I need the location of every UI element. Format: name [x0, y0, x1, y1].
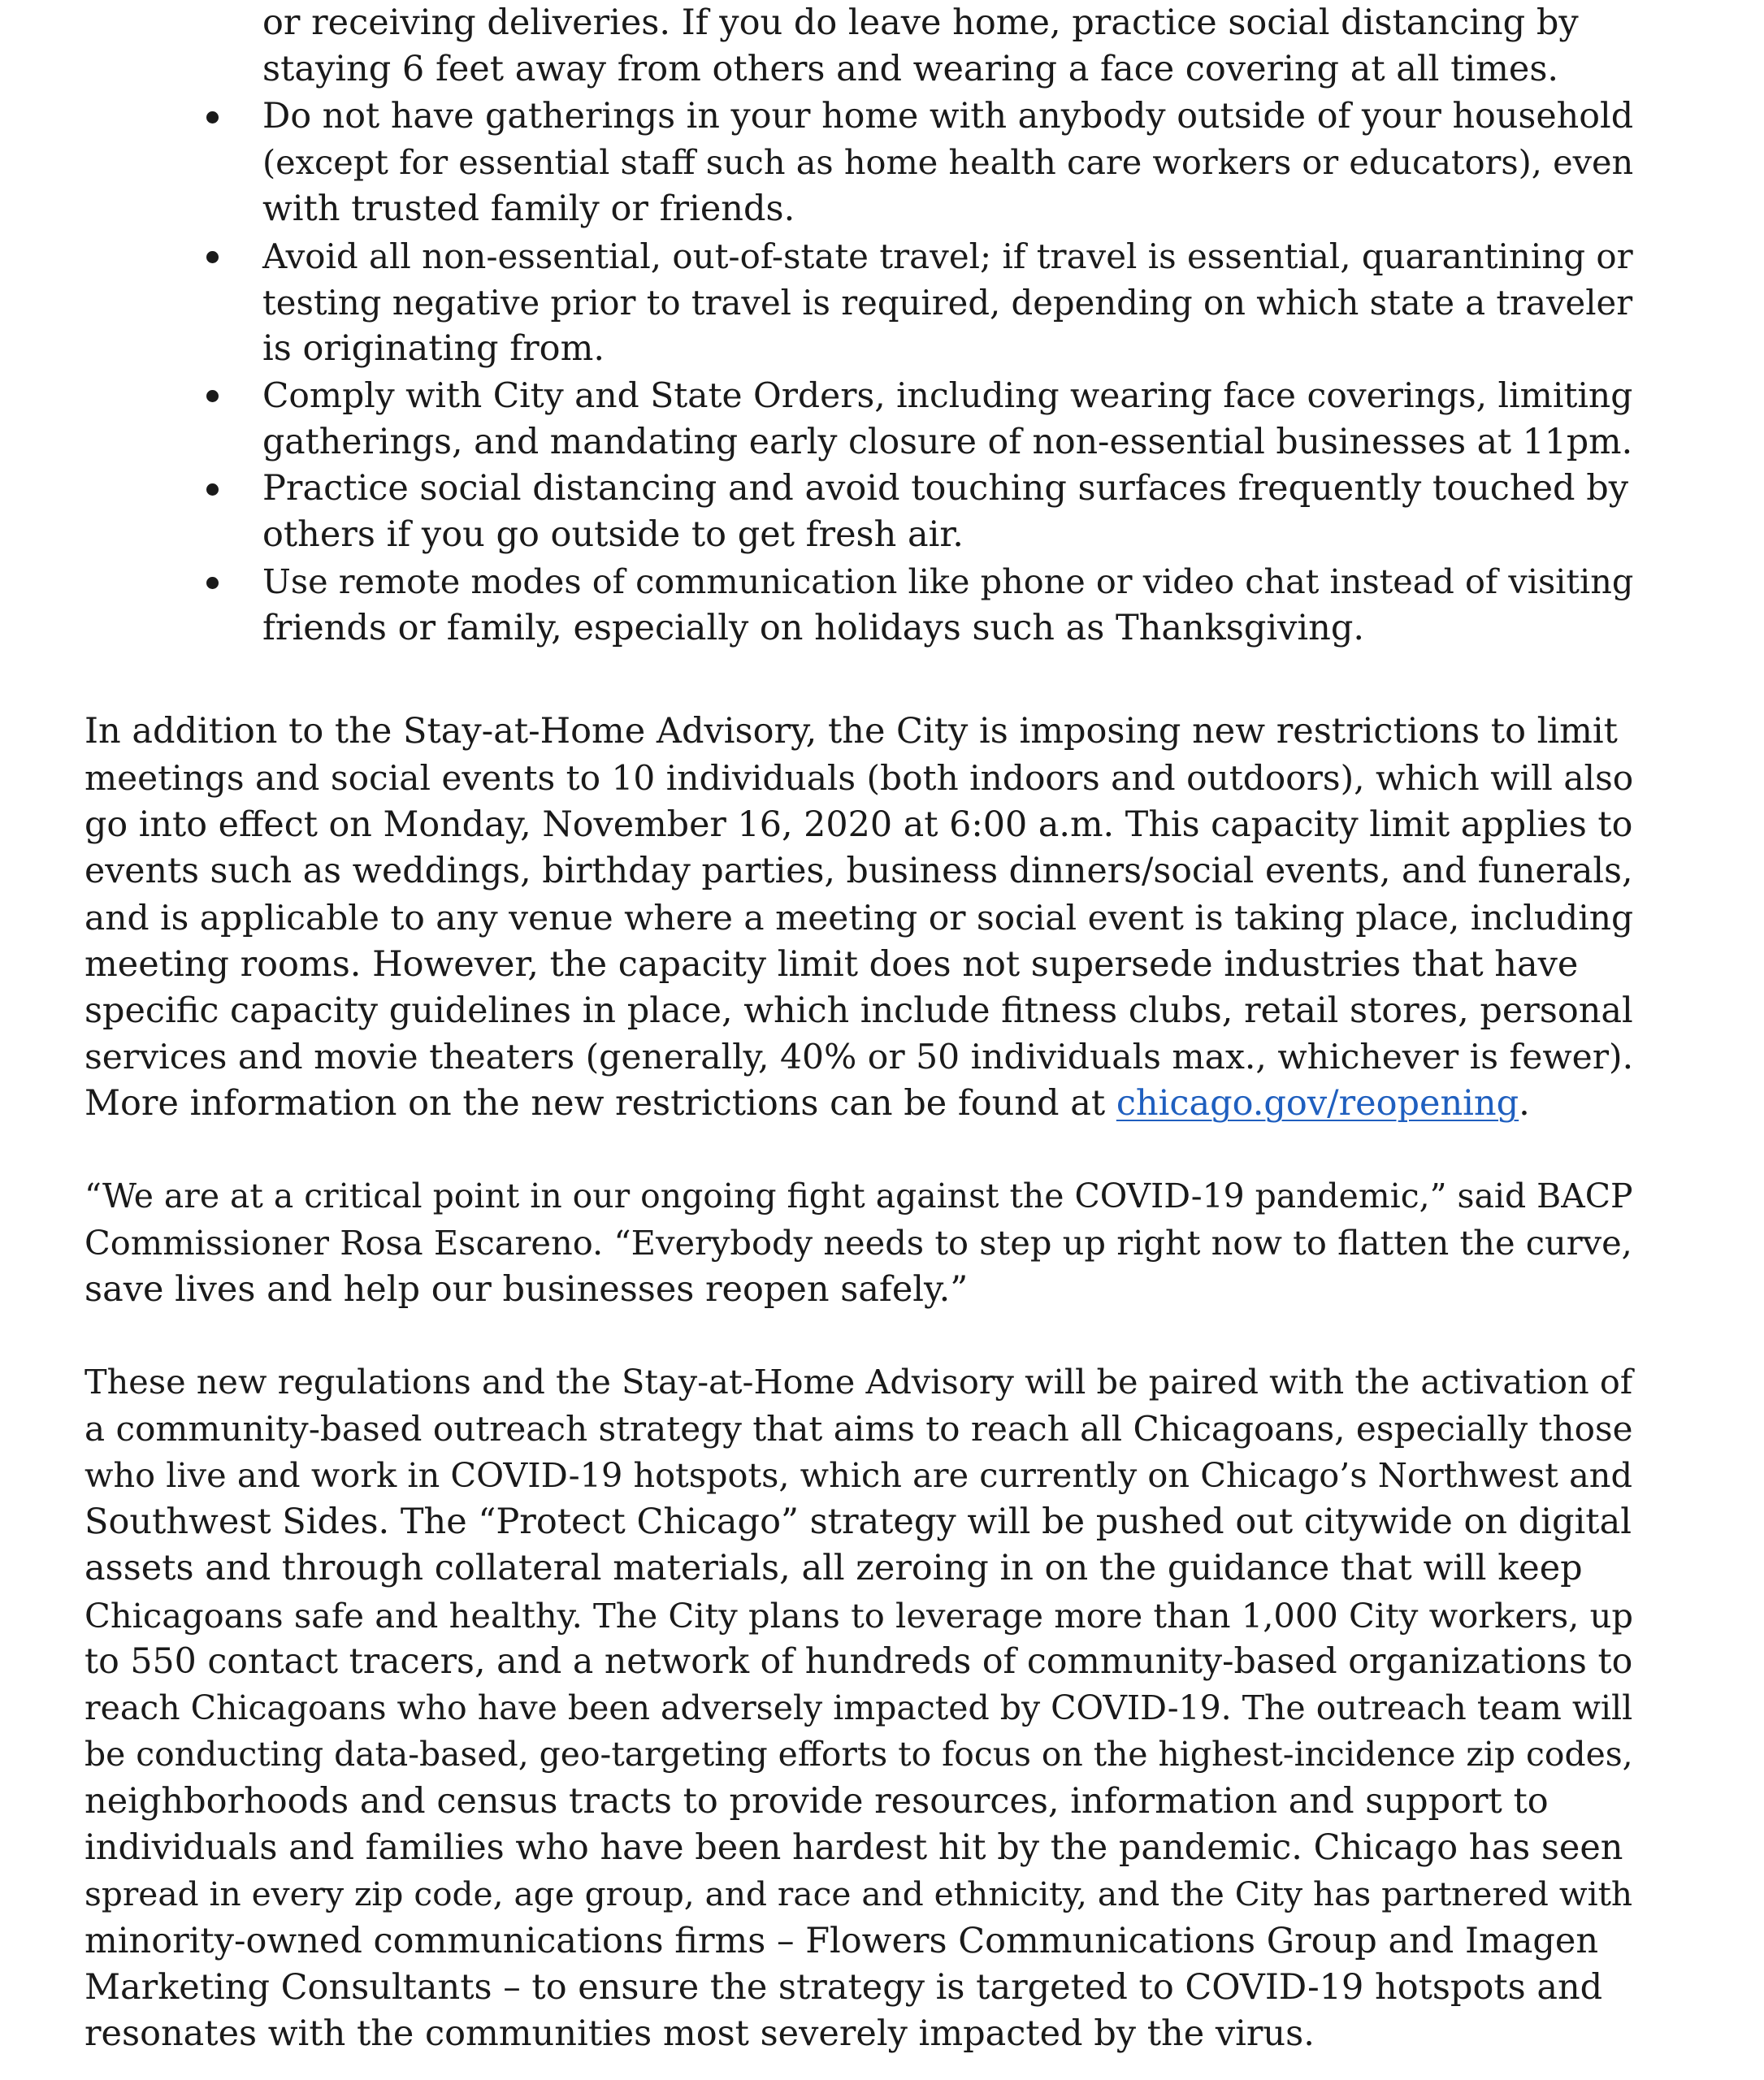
list-item-line: others if you go outside to get fresh air. — [262, 514, 964, 556]
list-item-line: with trusted family or friends. — [262, 188, 795, 230]
paragraph-line: services and movie theaters (generally, 40% or 50 individuals max., whichever is fewer). — [85, 1038, 1634, 1078]
quote-line: Commissioner Rosa Escareno. “Everybody needs to step up right now to flatten the curve, — [85, 1223, 1632, 1263]
paragraph-line: a community-based outreach strategy that aims to reach all Chicagoans, especially those — [85, 1409, 1633, 1450]
list-item-line: Use remote modes of communication like phone or video chat instead of visiting — [262, 561, 1634, 601]
bullet-marker-3 — [206, 483, 219, 496]
paragraph-line: to 550 contact tracers, and a network of hundreds of community-based organizations to — [85, 1640, 1633, 1682]
paragraph-line: individuals and families who have been hardest hit by the pandemic. Chicago has seen — [85, 1827, 1623, 1868]
quote-line: “We are at a critical point in our ongoing fight against the COVID-19 pandemic,” said BACP — [85, 1176, 1633, 1216]
list-item-line: Comply with City and State Orders, including wearing face coverings, limiting — [262, 375, 1633, 416]
paragraph-line: Marketing Consultants – to ensure the strategy is targeted to COVID-19 hotspots and — [85, 1966, 1603, 2008]
bullet-marker-4 — [206, 577, 219, 589]
paragraph-line: meeting rooms. However, the capacity limit does not supersede industries that have — [85, 943, 1579, 985]
paragraph-line: events such as weddings, birthday parties, business dinners/social events, and funerals, — [85, 850, 1633, 891]
list-continuation-line: staying 6 feet away from others and wearing a face covering at all times. — [262, 49, 1559, 90]
list-item-line: friends or family, especially on holidays such as Thanksgiving. — [262, 607, 1365, 648]
paragraph-line: minority-owned communications firms – Flowers Communications Group and Imagen — [85, 1920, 1599, 1961]
paragraph-line: spread in every zip code, age group, and race and ethnicity, and the City has partnered with — [85, 1874, 1633, 1914]
list-item-line: gatherings, and mandating early closure of non-essential businesses at 11pm. — [262, 421, 1633, 462]
paragraph-line: reach Chicagoans who have been adversely impacted by COVID-19. The outreach team will — [85, 1688, 1633, 1728]
paragraph-line: neighborhoods and census tracts to provide resources, information and support to — [85, 1780, 1549, 1822]
paragraph-line: who live and work in COVID-19 hotspots, which are currently on Chicago’s Northwest and — [85, 1455, 1632, 1495]
list-continuation-line: or receiving deliveries. If you do leave home, practice social distancing by — [262, 2, 1579, 43]
paragraph-line: Southwest Sides. The “Protect Chicago” strategy will be pushed out citywide on digital — [85, 1501, 1632, 1542]
list-item-line: (except for essential staff such as home health care workers or educators), even — [262, 142, 1634, 182]
link-suffix-text: . — [1519, 1083, 1530, 1124]
list-item-line: testing negative prior to travel is required, depending on which state a traveler — [262, 282, 1633, 323]
reopening-link[interactable]: chicago.gov/reopening — [1116, 1083, 1519, 1124]
paragraph-line: These new regulations and the Stay-at-Home Advisory will be paired with the activation of — [85, 1363, 1633, 1402]
quote-line: save lives and help our businesses reopen safely.” — [85, 1268, 969, 1310]
paragraph-line-with-link — [85, 1081, 1530, 1127]
list-item-line: Do not have gatherings in your home with anybody outside of your household — [262, 95, 1634, 136]
bullet-marker-0 — [206, 111, 219, 124]
paragraph-line: assets and through collateral materials, all zeroing in on the guidance that will keep — [85, 1548, 1583, 1589]
paragraph-line: and is applicable to any venue where a meeting or social event is taking place, including — [85, 898, 1634, 938]
list-item-line: Practice social distancing and avoid touching surfaces frequently touched by — [262, 468, 1629, 509]
bullet-marker-2 — [206, 390, 219, 402]
paragraph-line: Chicagoans safe and healthy. The City plans to leverage more than 1,000 City workers, up — [85, 1595, 1634, 1636]
paragraph-line: be conducting data-based, geo-targeting efforts to focus on the highest-incidence zip codes, — [85, 1735, 1633, 1774]
list-item-line: Avoid all non-essential, out-of-state travel; if travel is essential, quarantining or — [262, 236, 1633, 276]
paragraph-line: In addition to the Stay-at-Home Advisory, the City is imposing new restrictions to limit — [85, 711, 1618, 752]
paragraph-line: resonates with the communities most severely impacted by the virus. — [85, 2013, 1315, 2055]
paragraph-line: meetings and social events to 10 individuals (both indoors and outdoors), which will also — [85, 758, 1634, 799]
paragraph-line: specific capacity guidelines in place, which include fitness clubs, retail stores, personal — [85, 990, 1633, 1031]
link-prefix-text: More information on the new restrictions can be found at — [85, 1083, 1116, 1124]
paragraph-line: go into effect on Monday, November 16, 2020 at 6:00 a.m. This capacity limit applies to — [85, 804, 1633, 845]
bullet-marker-1 — [206, 251, 219, 263]
list-item-line: is originating from. — [262, 328, 605, 370]
